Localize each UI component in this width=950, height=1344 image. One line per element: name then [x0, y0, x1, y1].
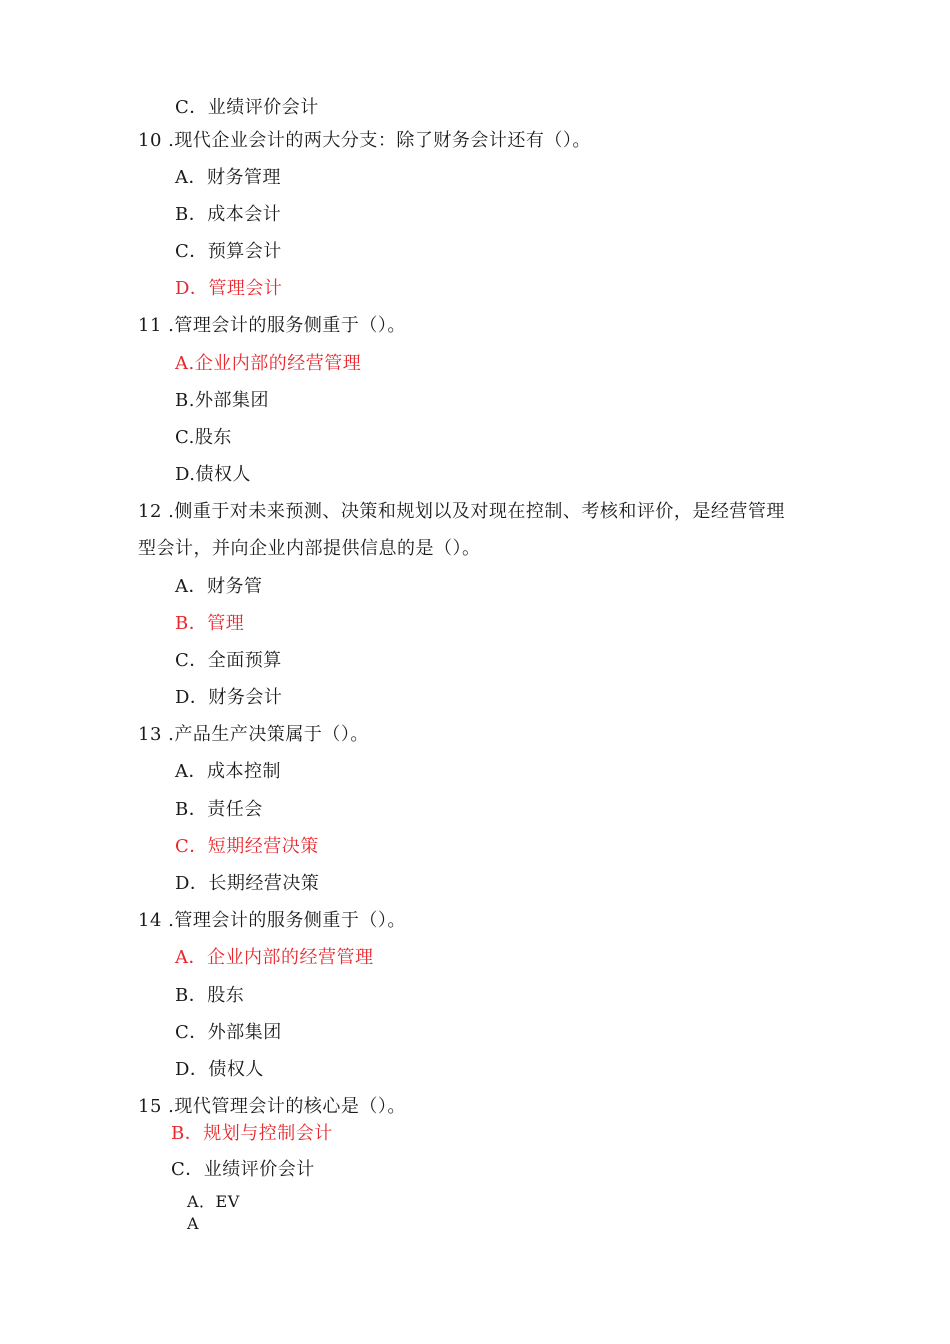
option-line: A．成本控制 — [175, 761, 281, 782]
question-line: 12 .侧重于对未来预测、决策和规划以及对现在控制、考核和评价，是经营管理 — [138, 501, 785, 522]
answer-option-line: B．规划与控制会计 — [171, 1123, 333, 1144]
option-line: C．全面预算 — [175, 650, 282, 671]
option-line: B.外部集团 — [175, 390, 269, 411]
option-line: B．成本会计 — [175, 204, 282, 225]
answer-option-line: C．短期经营决策 — [175, 836, 319, 857]
question-line: 13 .产品生产决策属于（）。 — [138, 724, 369, 745]
answer-option-line: A.企业内部的经营管理 — [175, 353, 362, 374]
option-line: C.股东 — [175, 427, 232, 448]
option-line: B．股东 — [175, 985, 245, 1006]
answer-option-line: B．管理 — [175, 613, 245, 634]
question-line: 11 .管理会计的服务侧重于（）。 — [138, 315, 406, 336]
question-line: 14 .管理会计的服务侧重于（）。 — [138, 910, 406, 931]
question-line: 15 .现代管理会计的核心是（）。 — [138, 1096, 406, 1117]
option-line: D.债权人 — [175, 464, 252, 485]
option-line: A — [187, 1214, 200, 1233]
option-line: A．EV — [187, 1192, 240, 1211]
option-line: D．财务会计 — [175, 687, 283, 708]
option-line: C．业绩评价会计 — [175, 97, 319, 118]
question-line-continued: 型会计，并向企业内部提供信息的是（）。 — [138, 538, 481, 559]
option-line: A．财务管理 — [175, 167, 281, 188]
option-line: C．预算会计 — [175, 241, 282, 262]
answer-option-line: A．企业内部的经营管理 — [175, 947, 374, 968]
option-line: D．债权人 — [175, 1059, 264, 1080]
question-line: 10 .现代企业会计的两大分支：除了财务会计还有（）。 — [138, 130, 591, 151]
option-line: C．外部集团 — [175, 1022, 282, 1043]
option-line: D．长期经营决策 — [175, 873, 320, 894]
option-line: B．责任会 — [175, 799, 263, 820]
answer-option-line: D．管理会计 — [175, 278, 283, 299]
option-line: A．财务管 — [175, 576, 263, 597]
option-line: C．业绩评价会计 — [171, 1159, 315, 1180]
